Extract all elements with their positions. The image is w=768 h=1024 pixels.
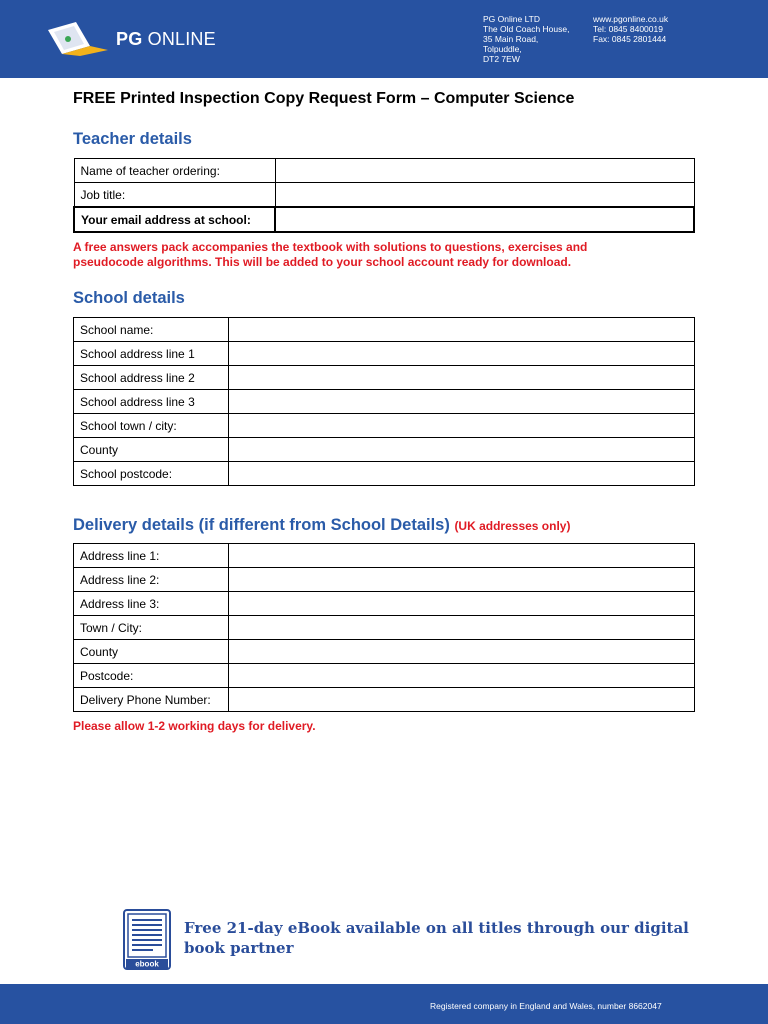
field-label: School postcode: <box>74 462 229 486</box>
delivery-details-table <box>73 543 695 712</box>
company-contact <box>593 14 668 44</box>
note-line: pseudocode algorithms. This will be added to your school account ready for download. <box>73 255 572 269</box>
teacher-details-table <box>73 158 695 233</box>
address-line: The Old Coach House, <box>483 24 570 34</box>
delivery-address-line-1-field[interactable] <box>229 544 695 568</box>
brand-online: ONLINE <box>147 29 216 49</box>
field-label: Town / City: <box>74 616 229 640</box>
field-label: Job title: <box>74 183 275 208</box>
school-details-heading: School details <box>73 289 185 307</box>
delivery-details-heading <box>73 516 570 535</box>
website-link[interactable]: www.pgonline.co.uk <box>593 14 669 24</box>
field-label: County <box>74 438 229 462</box>
ebook-icon <box>123 909 171 970</box>
school-postcode-field[interactable] <box>229 462 695 486</box>
delivery-address-line-3-field[interactable] <box>229 592 695 616</box>
teacher-name-field[interactable] <box>275 159 694 183</box>
promo-line: book partner <box>184 939 294 957</box>
school-details-table <box>73 317 695 486</box>
page-title: FREE Printed Inspection Copy Request Form – Computer Science <box>73 90 575 107</box>
delivery-time-note <box>73 719 316 734</box>
uk-only-note: (UK addresses only) <box>454 519 571 533</box>
telephone: Tel: 0845 8400019 <box>593 24 663 34</box>
delivery-heading-text: Delivery details (if different from School Details) <box>73 516 450 534</box>
table-row <box>74 688 695 712</box>
table-row <box>74 438 695 462</box>
table-row <box>74 183 694 208</box>
table-row <box>74 640 695 664</box>
note-line: A free answers pack accompanies the textbook with solutions to questions, exercises and <box>73 240 588 254</box>
field-label: Your email address at school: <box>74 207 275 232</box>
fax: Fax: 0845 2801444 <box>593 34 667 44</box>
email-field[interactable] <box>275 207 694 232</box>
table-row <box>74 462 695 486</box>
field-label: Address line 1: <box>74 544 229 568</box>
table-row <box>74 390 695 414</box>
field-label: School address line 2 <box>74 366 229 390</box>
note-line: Please allow 1-2 working days for delivery. <box>73 719 316 733</box>
address-line: 35 Main Road, <box>483 34 539 44</box>
table-row <box>74 207 694 232</box>
laptop-logo-icon <box>46 22 116 56</box>
answers-pack-note <box>73 240 587 270</box>
table-row <box>74 318 695 342</box>
address-line: Tolpuddle, <box>483 44 522 54</box>
school-town-field[interactable] <box>229 414 695 438</box>
brand-pg: PG <box>116 29 143 49</box>
school-name-field[interactable] <box>229 318 695 342</box>
field-label: County <box>74 640 229 664</box>
promo-line: Free 21-day eBook available on all titles through our digital <box>184 919 689 937</box>
field-label: School town / city: <box>74 414 229 438</box>
company-address <box>483 14 569 64</box>
job-title-field[interactable] <box>275 183 694 208</box>
delivery-phone-field[interactable] <box>229 688 695 712</box>
table-row <box>74 616 695 640</box>
address-line: PG Online LTD <box>483 14 541 24</box>
field-label: Address line 2: <box>74 568 229 592</box>
field-label: School address line 1 <box>74 342 229 366</box>
header-band <box>0 0 768 78</box>
table-row <box>74 342 695 366</box>
field-label: Name of teacher ordering: <box>74 159 275 183</box>
school-county-field[interactable] <box>229 438 695 462</box>
table-row <box>74 366 695 390</box>
ebook-promo-text <box>184 918 689 958</box>
field-label: Address line 3: <box>74 592 229 616</box>
field-label: Postcode: <box>74 664 229 688</box>
table-row <box>74 159 694 183</box>
delivery-postcode-field[interactable] <box>229 664 695 688</box>
field-label: School address line 3 <box>74 390 229 414</box>
delivery-county-field[interactable] <box>229 640 695 664</box>
brand-name <box>116 29 216 50</box>
table-row <box>74 544 695 568</box>
address-line: DT2 7EW <box>483 54 520 64</box>
teacher-details-heading: Teacher details <box>73 130 192 148</box>
table-row <box>74 568 695 592</box>
school-address-line-1-field[interactable] <box>229 342 695 366</box>
field-label: School name: <box>74 318 229 342</box>
delivery-town-field[interactable] <box>229 616 695 640</box>
delivery-address-line-2-field[interactable] <box>229 568 695 592</box>
table-row <box>74 414 695 438</box>
ebook-icon-label: ebook <box>135 959 159 969</box>
table-row <box>74 664 695 688</box>
table-row <box>74 592 695 616</box>
school-address-line-2-field[interactable] <box>229 366 695 390</box>
field-label: Delivery Phone Number: <box>74 688 229 712</box>
school-address-line-3-field[interactable] <box>229 390 695 414</box>
company-registration: Registered company in England and Wales, number 8662047 <box>430 1001 662 1011</box>
